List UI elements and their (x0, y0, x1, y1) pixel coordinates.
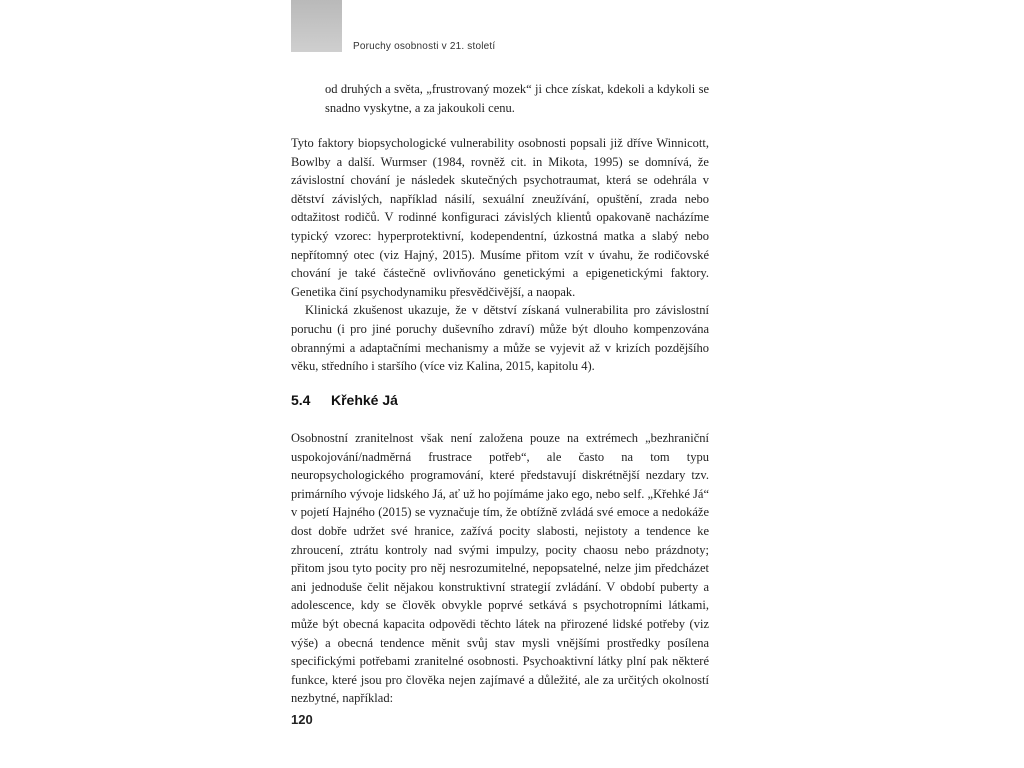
page-number: 120 (291, 712, 313, 727)
section-heading (291, 392, 398, 408)
quote-block (325, 80, 709, 117)
body-text-intro (291, 134, 709, 376)
header-tab-decoration (291, 0, 342, 52)
paragraph: Tyto faktory biopsychologické vulnerability osobnosti popsali již dříve Winnicott, Bowlby a další. Wurmser (1984, rovněž cit. in Mikota, 1995) se domnívá, že závislostní chování je následek skutečných psychotraumat, která se odehrála v dětství závislých, například násilí, sexuální zneužívání, opuštění, zrada nebo odtažitost rodičů. V rodinné konfiguraci závislých klientů opakovaně nacházíme typický vzorec: hyperprotektivní, kodependentní, úzkostná matka a slabý nebo nepřítomný otec (viz Hajný, 2015). Musíme přitom vzít v úvahu, že rodičovské chování je také částečně ovlivňováno genetickými a epigenetickými faktory. Genetika činí psychodynamiku přesvědčivější, a naopak. (291, 136, 709, 299)
body-text-section (291, 429, 709, 708)
quote-text: od druhých a světa, „frustrovaný mozek“ ji chce získat, kdekoli a kdykoli se snadno vyskytne, a za jakoukoli cenu. (325, 82, 709, 115)
running-header: Poruchy osobnosti v 21. století (353, 41, 496, 52)
paragraph: Klinická zkušenost ukazuje, že v dětství získaná vulnerabilita pro závislostní poruchu (i pro jiné poruchy duševního zdraví) může být dlouho kompenzována obrannými a adaptačními mechanismy a může se vyjevit až v krizích pozdějšího věku, středního i staršího (více viz Kalina, 2015, kapitolu 4). (291, 303, 709, 374)
section-title: Křehké Já (331, 392, 398, 408)
section-number: 5.4 (291, 392, 311, 408)
paragraph: Osobnostní zranitelnost však není založena pouze na extrémech „bezhraniční uspokojování/nadměrná frustrace potřeb“, ale často na tom typu neuropsychologického programování, které představují diskrétnější nezdary tzv. primárního vývoje lidského Já, ať už ho pojímáme jako ego, nebo self. „Křehké Já“ v pojetí Hajného (2015) se vyznačuje tím, že obtížně zvládá své emoce a nedokáže dost dobře udržet své hranice, zažívá pocity slabosti, nejistoty a tendence ke zhroucení, ztrátu kontroly nad svými impulzy, pocity chaosu nebo prázdnoty; přitom jsou tyto pocity pro něj nesrozumitelné, nepopsatelné, nelze jim předcházet ani jednoduše čelit nějakou konstruktivní strategií zvládání. V období puberty a adolescence, kdy se člověk obvykle poprvé setkává s psychotropními látkami, může být obecná kapacita odpovědi těchto látek na přirozené lidské potřeby (viz výše) a obecná tendence měnit svůj stav mysli vnějšími prostředky posílena specifickými potřebami zranitelné osobnosti. Psychoaktivní látky plní pak některé funkce, které jsou pro člověka nejen zajímavé a důležité, ale za určitých okolností nezbytné, například: (291, 431, 709, 706)
